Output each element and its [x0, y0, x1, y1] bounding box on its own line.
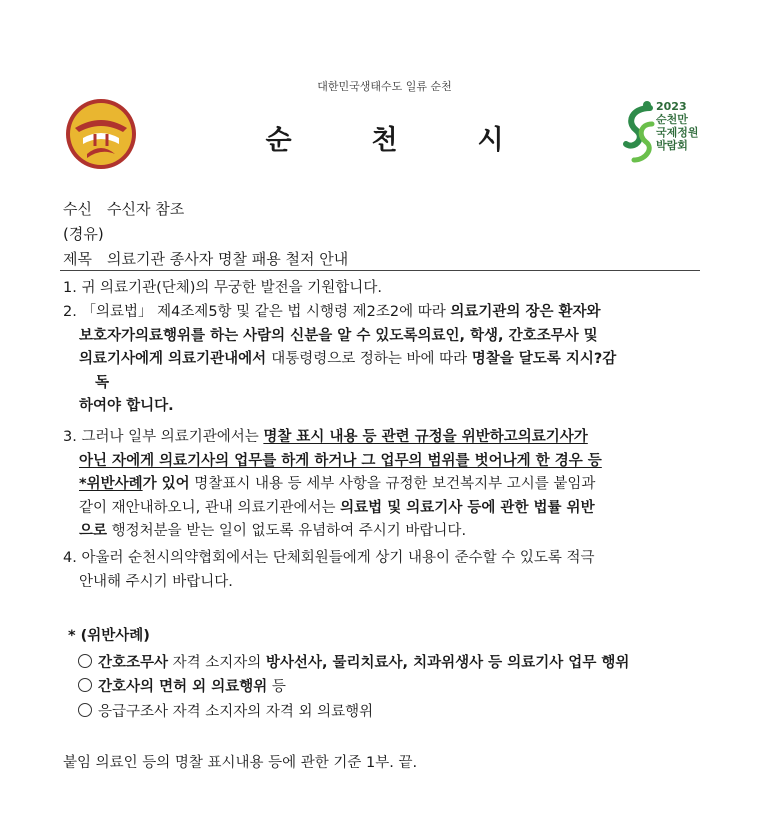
via-row	[63, 223, 104, 244]
recipient-value: 수신자 참조	[107, 200, 185, 218]
text-run: 2. 「의료법」 제4조제5항 및 같은 법 시행령 제2조2에 따라	[63, 304, 451, 320]
title-char: 천	[371, 125, 398, 156]
paragraph-line: 안내해 주시기 바랍니다.	[79, 573, 233, 590]
text-run-bold: 명찰을 달도록 지시?감	[471, 351, 617, 367]
paragraph-line: 4. 아울러 순천시의약협회에서는 단체회원들에게 상기 내용이 준수할 수 있도록 적극	[63, 550, 595, 566]
cases-title: * (위반사례)	[68, 628, 150, 644]
text-run-bold: 으로	[79, 523, 108, 539]
title-char: 순	[265, 125, 292, 156]
text-run: 3. 그러나 일부 의료기관에서는	[63, 429, 264, 445]
paragraph-2	[63, 301, 713, 419]
expo-line3: 박람회	[656, 139, 688, 152]
expo-line2: 국제정원	[656, 126, 699, 139]
paragraph-line: 하여야 합니다.	[79, 398, 174, 414]
text-run: 대통령령으로 정하는 바에 따라	[271, 351, 472, 367]
paragraph-line: 1. 귀 의료기관(단체)의 무궁한 발전을 기원합니다.	[63, 280, 382, 296]
expo-line1: 순천만	[656, 113, 688, 126]
text-run-bold-underline: 명찰 표시 내용 등 관련 규정을 위반하고의료기사가	[263, 429, 588, 445]
garden-expo-logo	[620, 98, 700, 170]
text-run-bold: 의료기사에게 의료기관내에서	[79, 351, 272, 367]
via-label: (경유)	[63, 225, 104, 243]
title-char: 시	[477, 125, 504, 156]
paragraph-1	[63, 277, 713, 301]
paragraph-line	[63, 348, 713, 372]
case-item	[78, 651, 629, 672]
paragraph-line: 보호자가의료행위를 하는 사람의 신분을 알 수 있도록의료인, 학생, 간호조무사 및	[79, 327, 598, 344]
paragraph-line	[63, 301, 713, 325]
circle-bullet-icon	[78, 654, 92, 668]
text-run: 명찰표시 내용 등 세부 사항을 규정한 보건복지부 고시를 붙임과	[189, 476, 596, 492]
subject-value: 의료기관 종사자 명찰 패용 철저 안내	[107, 250, 349, 268]
text-run: 행정처분을 받는 일이 없도록 유념하여 주시기 바랍니다.	[107, 523, 467, 539]
circle-bullet-icon	[78, 678, 92, 692]
text-run-bold: 간호조무사	[98, 655, 169, 671]
paragraph-3	[63, 426, 713, 544]
recipient-row	[63, 198, 184, 219]
paragraph-line	[63, 497, 713, 521]
text-run-bold: 간호사의 면허 외 의료행위	[98, 679, 268, 695]
text-run: 응급구조사 자격 소지자의 자격 외 의료행위	[98, 704, 374, 720]
text-run-bold: 의료기관의 장은 환자와	[450, 304, 601, 320]
divider	[60, 270, 700, 271]
expo-year: 2023	[656, 100, 687, 113]
text-run: 자격 소지자의	[168, 655, 266, 671]
case-item	[78, 700, 373, 721]
slogan: 대한민국생태수도 일류 순천	[317, 80, 452, 93]
case-item	[78, 675, 286, 696]
circle-bullet-icon	[78, 703, 92, 717]
text-run-bold: 가 있어	[142, 476, 190, 492]
paragraph-line	[63, 426, 713, 450]
paragraph-line	[63, 473, 713, 497]
recipient-label: 수신	[63, 200, 92, 218]
text-run-bold: 방사선사, 물리치료사, 치과위생사 등 의료기사 업무 행위	[265, 655, 630, 671]
expo-swirl-icon	[620, 98, 658, 170]
attachment-line: 붙임 의료인 등의 명찰 표시내용 등에 관한 기준 1부. 끝.	[63, 755, 418, 771]
subject-label: 제목	[63, 250, 92, 268]
text-run-bold-underline: *위반사례	[79, 476, 143, 492]
paragraph-line	[63, 520, 713, 544]
paragraph-line: 아닌 자에게 의료기사의 업무를 하게 하거나 그 업무의 범위를 벗어나게 한 경우 등	[79, 452, 602, 469]
text-run: 같이 재안내하오니, 관내 의료기관에서는	[79, 499, 341, 516]
subject-row	[63, 248, 348, 269]
text-run-bold: 의료법 및 의료기사 등에 관한 법률 위반	[340, 499, 595, 516]
paragraph-4	[63, 547, 713, 594]
paragraph-line: 독	[95, 374, 110, 391]
text-run: 등	[267, 679, 286, 695]
